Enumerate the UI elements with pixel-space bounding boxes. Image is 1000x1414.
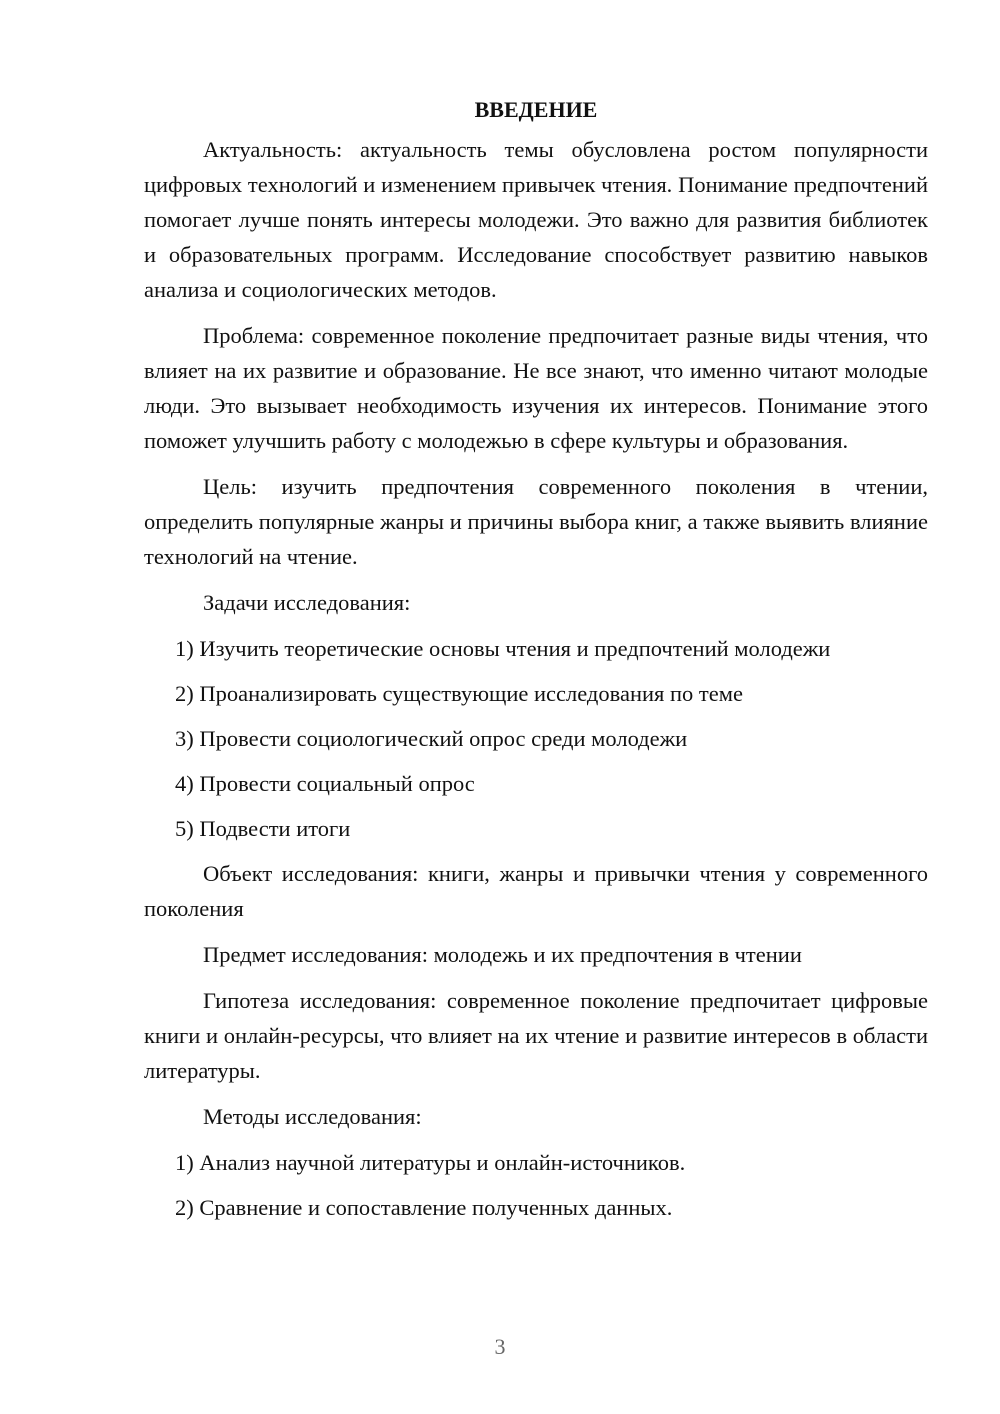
object-paragraph: Объект исследования: книги, жанры и привычки чтения у современного поколения	[144, 861, 928, 921]
method-item: 2) Сравнение и сопоставление полученных данных.	[175, 1195, 673, 1220]
page-title: ВВЕДЕНИЕ	[474, 97, 598, 122]
goal-paragraph: Цель: изучить предпочтения современного поколения в чтении, определить популярные жанры и причины выбора книг, а также выявить влияние технологий на чтение.	[144, 474, 928, 569]
method-item: 1) Анализ научной литературы и онлайн-источников.	[175, 1150, 686, 1175]
task-item: 5) Подвести итоги	[175, 816, 351, 841]
document-page	[144, 92, 928, 1235]
tasks-heading: Задачи исследования:	[203, 590, 411, 615]
task-item: 2) Проанализировать существующие исследования по теме	[175, 681, 743, 706]
tasks-list	[144, 631, 928, 846]
task-item: 3) Провести социологический опрос среди молодежи	[175, 726, 688, 751]
methods-list	[144, 1145, 928, 1225]
problem-paragraph: Проблема: современное поколение предпочитает разные виды чтения, что влияет на их развитие и образование. Не все знают, что именно читают молодые люди. Это вызывает необходимость изучения их интересов. Понимание этого поможет улучшить работу с молодежью в сфере культуры и образования.	[144, 323, 928, 453]
page-number: 3	[494, 1334, 506, 1359]
relevance-paragraph: Актуальность: актуальность темы обусловлена ростом популярности цифровых технологий и изменением привычек чтения. Понимание предпочтений помогает лучше понять интересы молодежи. Это важно для развития библиотек и образовательных программ. Исследование способствует развитию навыков анализа и социологических методов.	[144, 137, 928, 302]
task-item: 4) Провести социальный опрос	[175, 771, 475, 796]
methods-heading: Методы исследования:	[203, 1104, 422, 1129]
hypothesis-paragraph: Гипотеза исследования: современное поколение предпочитает цифровые книги и онлайн-ресурсы, что влияет на их чтение и развитие интересов в области литературы.	[144, 988, 928, 1083]
task-item: 1) Изучить теоретические основы чтения и предпочтений молодежи	[175, 636, 831, 661]
subject-paragraph: Предмет исследования: молодежь и их предпочтения в чтении	[203, 942, 802, 967]
